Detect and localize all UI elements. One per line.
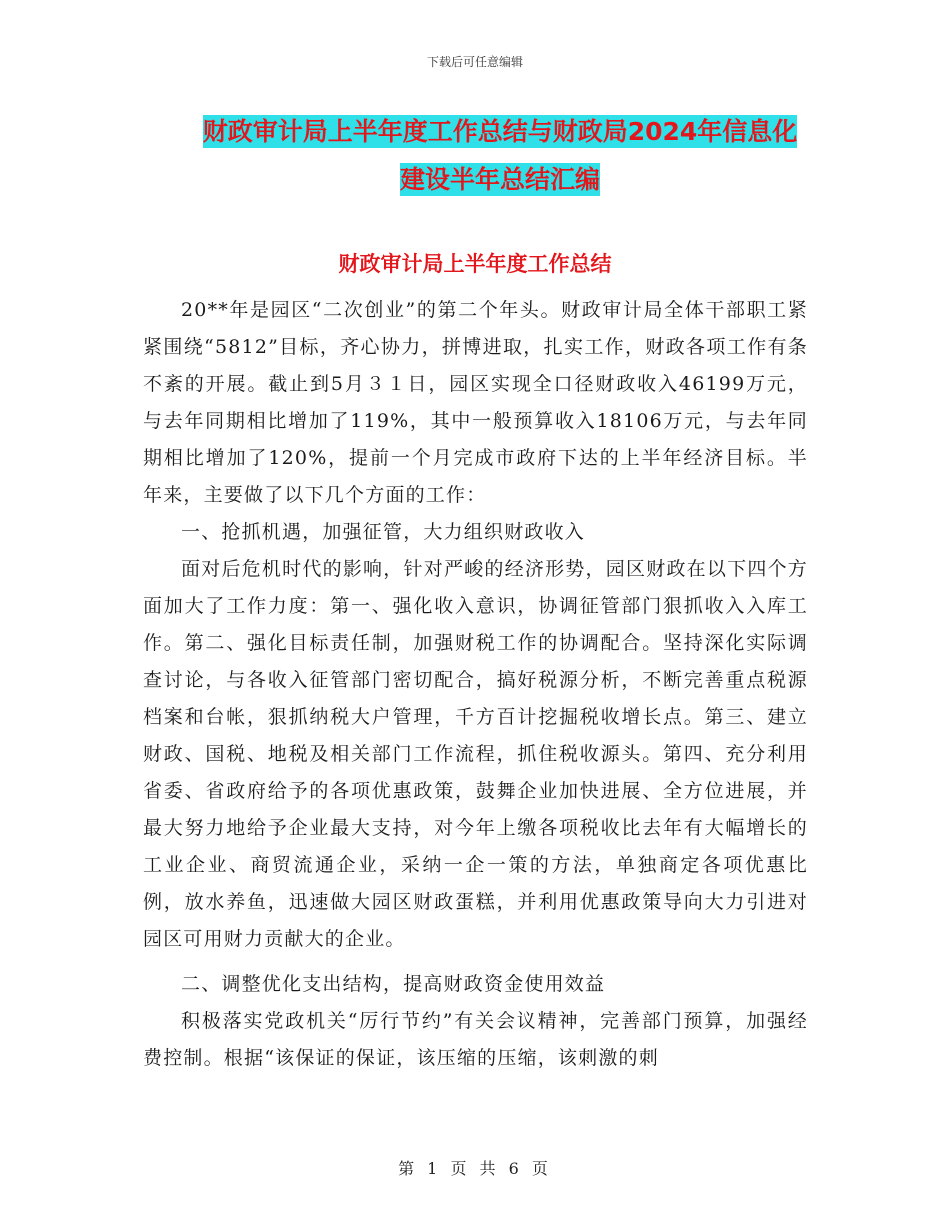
page-footer: 第 1 页 共 6 页: [398, 1159, 552, 1178]
paragraph-intro: 20**年是园区“二次创业”的第二个年头。财政审计局全体干部职工紧紧围绕“5812”目标，齐心协力，拼博进取，扎实工作，财政各项工作有条不紊的开展。截止到5月３１日，园区实现全口径财政收入46199万元，与去年同期相比增加了119%，其中一般预算收入18106万元，与去年同期相比增加了120%，提前一个月完成市政府下达的上半年经济目标。半年来，主要做了以下几个方面的工作：: [143, 299, 808, 506]
header-note: 下载后可任意编辑: [426, 55, 523, 69]
paragraph-expenditure: 积极落实党政机关“厉行节约”有关会议精神，完善部门预算，加强经费控制。根据“该保证的保证，该压缩的压缩，该刺激的刺: [143, 1010, 808, 1069]
section-heading-2: 二、调整优化支出结构，提高财政资金使用效益: [181, 973, 606, 995]
document-title-line-2: 建设半年总结汇编: [399, 165, 600, 194]
section-title: 财政审计局上半年度工作总结: [338, 252, 612, 276]
document-title: [150, 108, 850, 204]
document-title-line-1: 财政审计局上半年度工作总结与财政局2024年信息化: [202, 117, 798, 146]
section-heading-1: 一、抢抓机遇，加强征管，大力组织财政收入: [181, 521, 586, 543]
document-body: [143, 292, 808, 1077]
paragraph-revenue: 面对后危机时代的影响，针对严峻的经济形势，园区财政在以下四个方面加大了工作力度：第一、强化收入意识，协调征管部门狠抓收入入库工作。第二、强化目标责任制，加强财税工作的协调配合。坚持深化实际调查讨论，与各收入征管部门密切配合，搞好税源分析，不断完善重点税源档案和台帐，狠抓纳税大户管理，千方百计挖掘税收增长点。第三、建立财政、国税、地税及相关部门工作流程，抓住税收源头。第四、充分利用省委、省政府给予的各项优惠政策，鼓舞企业加快进展、全方位进展，并最大努力地给予企业最大支持，对今年上缴各项税收比去年有大幅增长的工业企业、商贸流通企业，采纳一企一策的方法，单独商定各项优惠比例，放水养鱼，迅速做大园区财政蛋糕，并利用优惠政策导向大力引进对园区可用财力贡献大的企业。: [143, 558, 808, 950]
